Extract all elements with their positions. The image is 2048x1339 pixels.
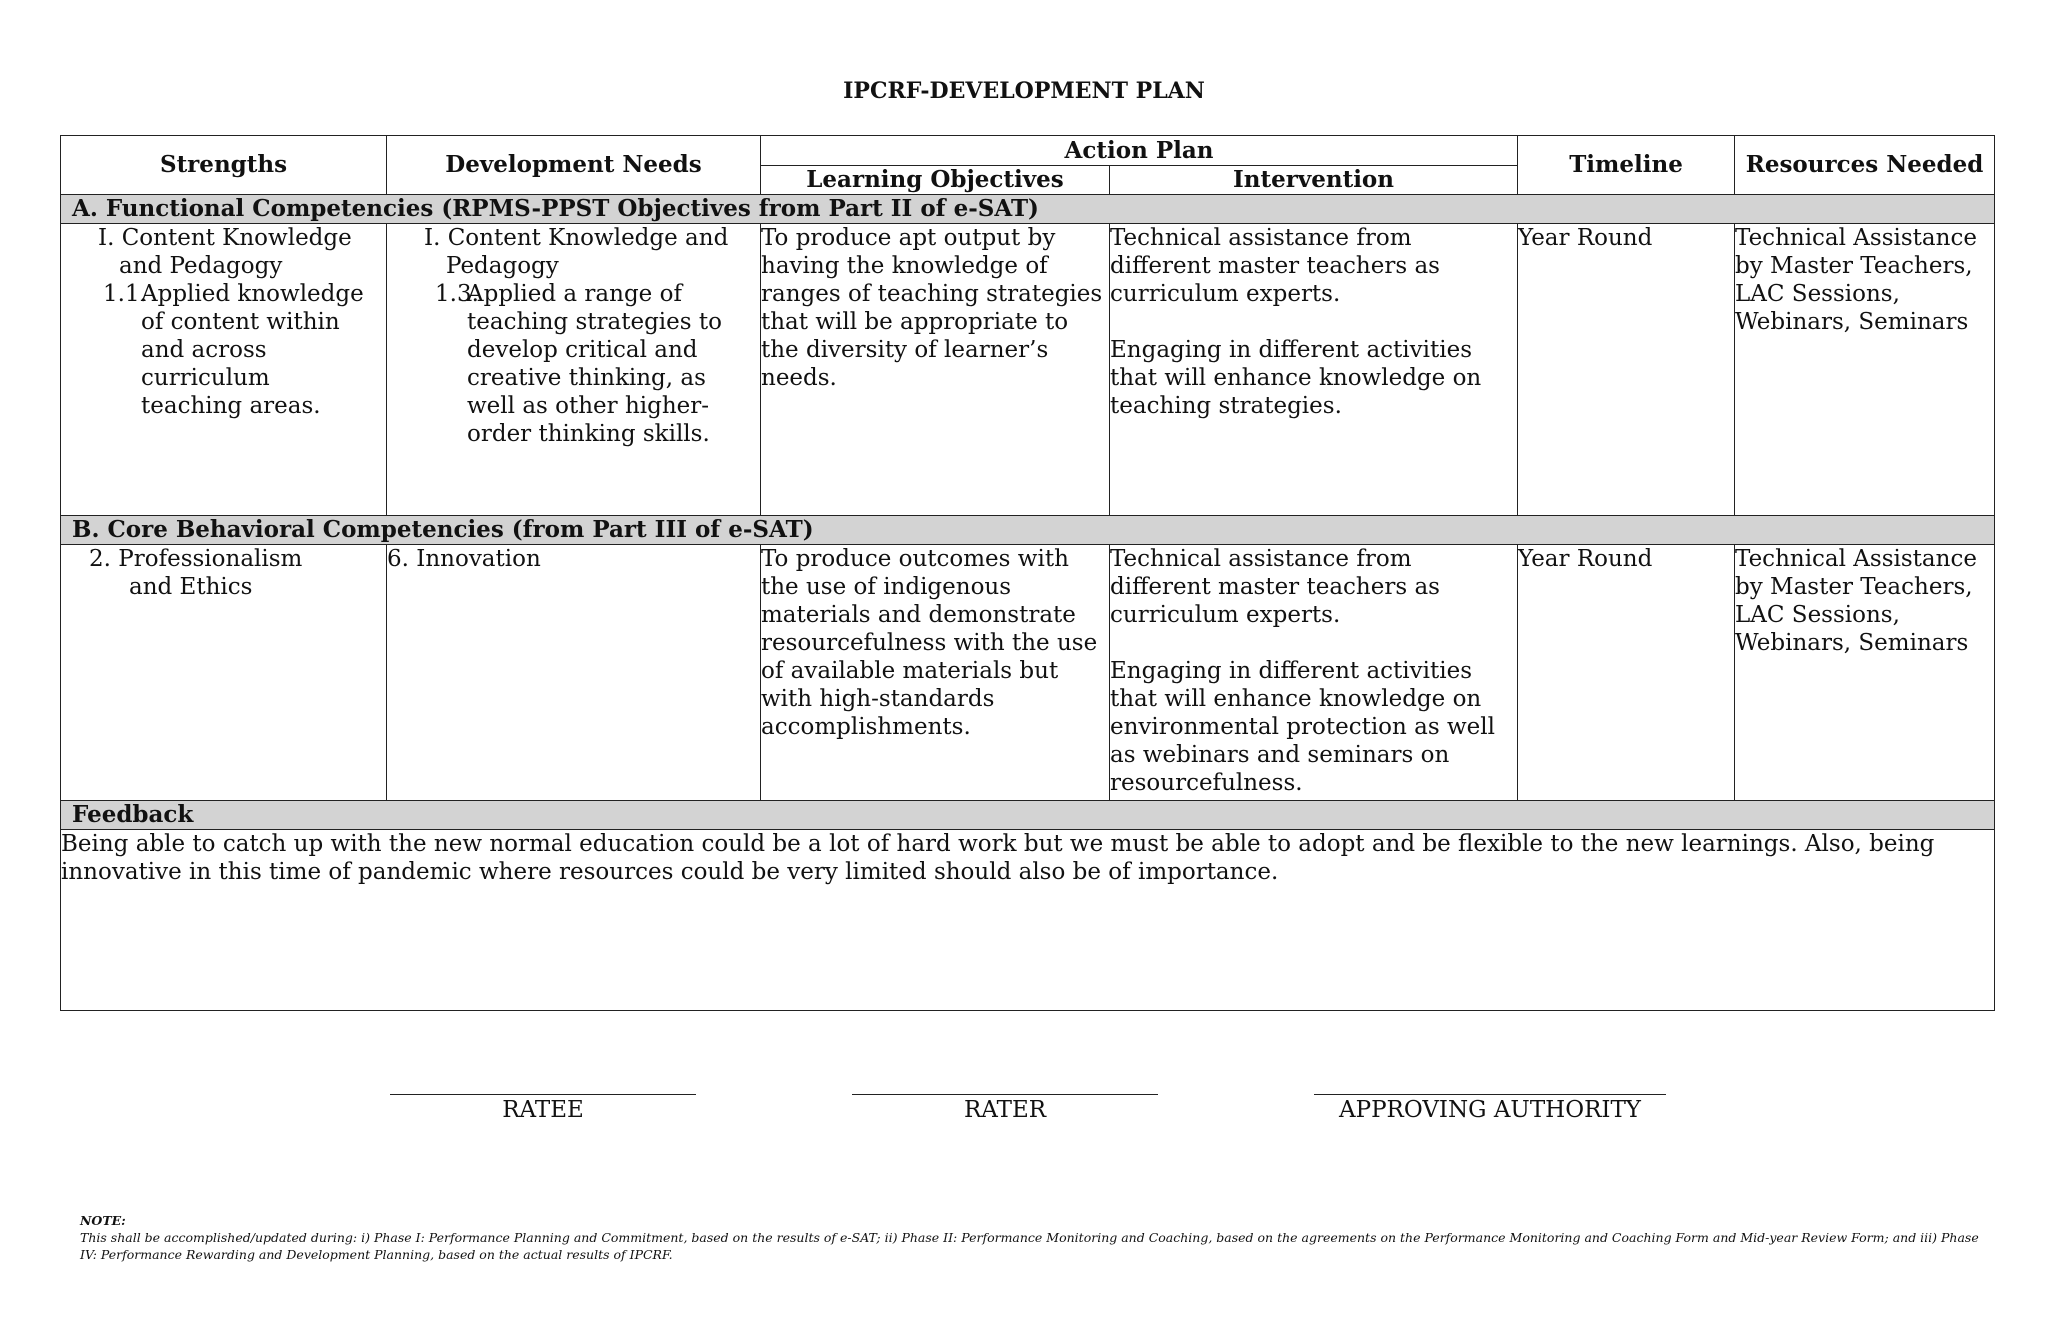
strength-item-number: 1.1.: [103, 281, 147, 307]
note-text: This shall be accomplished/updated during: i) Phase I: Performance Planning and Commitment, based on the results of e-SAT; ii) Phase II: Performance Monitoring and Coaching, based on the agreements on the Performance Monitoring and Coaching Form and Mid-year Review Form; and iii) Phase IV: Performance Rewarding and Development Planning, based on the actual results of IPCRF.: [80, 1230, 1979, 1262]
section-a-title: A. Functional Competencies (RPMS-PPST Objectives from Part II of e-SAT): [61, 195, 1995, 224]
header-action-plan: Action Plan: [761, 136, 1518, 166]
feedback-title: Feedback: [61, 801, 1995, 830]
dev-need-item-text: Applied a range of teaching strategies to develop critical and creative thinking, as well as other higher-order thinking skills.: [467, 281, 722, 447]
timeline-cell: Year Round: [1518, 224, 1735, 516]
table-row: [61, 545, 1995, 801]
strength-heading-cont: and Pedagogy: [119, 253, 283, 279]
rater-label: RATER: [963, 1097, 1047, 1123]
ratee-label: RATEE: [502, 1097, 584, 1123]
rater-signature: [852, 1094, 1158, 1123]
timeline-cell: Year Round: [1518, 545, 1735, 801]
strengths-cell: [61, 224, 387, 516]
strength-item-text: Applied knowledge of content within and across curriculum teaching areas.: [141, 281, 364, 419]
table-row: [61, 224, 1995, 516]
header-development-needs: Development Needs: [387, 136, 761, 195]
section-b-row: [61, 516, 1995, 545]
strength-heading: I. Content Knowledge: [98, 225, 352, 251]
ratee-signature: [390, 1094, 696, 1123]
development-needs-cell: [387, 224, 761, 516]
development-plan-table: [60, 135, 1995, 1011]
feedback-row: [61, 830, 1995, 1011]
learning-objective-cell: To produce apt output by having the knowledge of ranges of teaching strategies that will be appropriate to the diversity of learner’s needs.: [761, 224, 1110, 516]
signature-line: [852, 1094, 1158, 1095]
strengths-cell: [61, 545, 387, 801]
header-learning-objectives: Learning Objectives: [761, 166, 1110, 195]
section-a-row: [61, 195, 1995, 224]
page-title: IPCRF-DEVELOPMENT PLAN: [843, 78, 1205, 104]
dev-need-item-number: 1.3.: [435, 281, 479, 307]
header-resources-needed: Resources Needed: [1735, 136, 1995, 195]
intervention-text: Technical assistance from different master teachers as curriculum experts.: [1110, 546, 1440, 628]
intervention-cell: [1110, 545, 1518, 801]
feedback-text: Being able to catch up with the new normal education could be a lot of hard work but we must be able to adopt and be flexible to the new learnings. Also, being innovative in this time of pandemic where resources could be very limited should also be of importance.: [61, 830, 1995, 1011]
table-header-row: [61, 136, 1995, 166]
header-timeline: Timeline: [1518, 136, 1735, 195]
note-label: NOTE:: [80, 1213, 126, 1228]
header-strengths: Strengths: [61, 136, 387, 195]
footnote: [80, 1212, 1980, 1263]
intervention-text: Technical assistance from different master teachers as curriculum experts.: [1110, 225, 1440, 307]
learning-objective-cell: To produce outcomes with the use of indigenous materials and demonstrate resourcefulness with the use of available materials but with high-standards accomplishments.: [761, 545, 1110, 801]
dev-need-heading-cont: Pedagogy: [446, 253, 559, 279]
development-needs-cell: 6. Innovation: [387, 545, 761, 801]
resources-cell: Technical Assistance by Master Teachers, LAC Sessions, Webinars, Seminars: [1735, 545, 1995, 801]
approving-authority-signature: [1314, 1094, 1666, 1123]
section-b-title: B. Core Behavioral Competencies (from Part III of e-SAT): [61, 516, 1995, 545]
intervention-text: Engaging in different activities that will enhance knowledge on teaching strategies.: [1110, 337, 1482, 419]
intervention-cell: [1110, 224, 1518, 516]
approving-authority-label: APPROVING AUTHORITY: [1338, 1097, 1641, 1123]
dev-need-heading: I. Content Knowledge and: [424, 225, 729, 251]
feedback-header-row: [61, 801, 1995, 830]
intervention-text: Engaging in different activities that will enhance knowledge on environmental protection as well as webinars and seminars on resourcefulness.: [1110, 658, 1495, 796]
strength-heading-cont: and Ethics: [129, 574, 253, 600]
resources-cell: Technical Assistance by Master Teachers, LAC Sessions, Webinars, Seminars: [1735, 224, 1995, 516]
signature-line: [390, 1094, 696, 1095]
signature-line: [1314, 1094, 1666, 1095]
strength-heading: 2. Professionalism: [89, 546, 303, 572]
header-intervention: Intervention: [1110, 166, 1518, 195]
